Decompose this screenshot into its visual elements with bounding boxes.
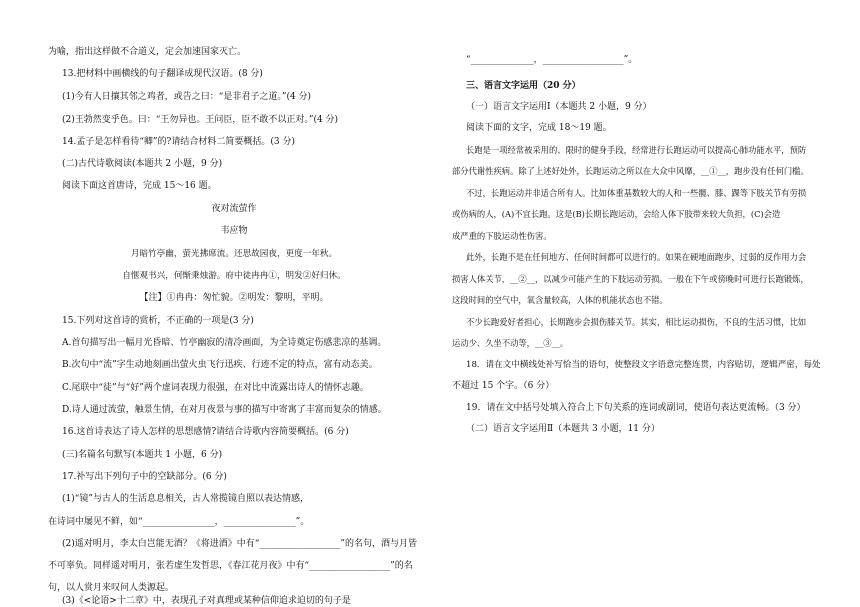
passage-line: 这段时间的空气中，氧含量较高，人体的机能状态也不错。 <box>452 295 668 305</box>
poem-title: 夜对流萤作 <box>211 204 257 214</box>
section-heading: 三、语言文字运用（20 分） <box>466 81 581 91</box>
text-line: 不超过 15 个字。（6 分） <box>452 381 555 391</box>
option-c: C.尾联中“徒”与“好”两个虚词表现力很强，在对比中流露出诗人的情怀志趣。 <box>62 383 369 393</box>
passage-line: 运动少、久坐不动等，__③__。 <box>452 338 569 348</box>
subsection-heading: （二）语言文字运用Ⅱ（本题共 3 小题，11 分） <box>466 424 660 434</box>
poem-author: 韦应物 <box>220 226 248 236</box>
question-19: 19．请在文中括号处填入符合上下句关系的连词或副词，使语句表达更流畅。（3 分） <box>466 403 806 413</box>
passage-line: 不少长跑爱好者担心，长期跑步会损伤膝关节。其实，相比运动损伤，不良的生活习惯，比如 <box>466 317 807 327</box>
passage-line: 部分代谢性疾病。除了上述好处外，长跑运动之所以在大众中风靡，__①__，跑步没有任何门槛。 <box>452 166 809 176</box>
question-15: 15.下列对这首诗的赏析，不正确的一项是(3 分) <box>62 316 254 326</box>
section-heading: (三)名篇名句默写(本题共 1 小题，6 分) <box>62 450 223 460</box>
text-line: (3)《<论语>十二章》中，表现孔子对真理或某种信仰追求迫切的句子是 <box>62 596 351 606</box>
text-line: (2)遥对明月，李太白岂能无酒？《将进酒》中有“__________________”的名句，酒与月皆 <box>62 539 417 549</box>
text-line: (2)王勃然变乎色。曰：“王勿异也。王问臣，臣不敢不以正对。”(4 分) <box>62 115 339 125</box>
question-16: 16.这首诗表达了诗人怎样的思想感情?请结合诗歌内容简要概括。(6 分) <box>62 427 349 437</box>
text-line: 阅读下面的文字，完成 18～19 题。 <box>466 123 612 133</box>
option-d: D.诗人通过流萤，触景生情，在对月夜景与事的描写中寄寓了丰富而复杂的情感。 <box>62 405 387 415</box>
text-line: 句，以人赏月来叹问人类源起。 <box>48 583 175 593</box>
poem-note: 【注】①冉冉：匆忙貌。②明发：黎明，平明。 <box>139 293 329 303</box>
text-line: 为喻，指出这样做不合道义，定会加速国家灭亡。 <box>48 47 247 57</box>
text-line: (1)今有人日攘其邻之鸡者，或告之曰：“是非君子之道。”(4 分) <box>62 92 312 102</box>
option-a: A.首句描写出一幅月光昏暗、竹亭幽寂的清冷画面，为全诗奠定伤感悲凉的基调。 <box>62 338 387 348</box>
question-14: 14.孟子是怎样看待“卿”的?请结合材料二简要概括。(3 分) <box>62 137 295 147</box>
passage-line: 成严重的下肢运动性伤害。 <box>452 231 552 241</box>
question-13: 13.把材料中画横线的句子翻译成现代汉语。(8 分) <box>62 69 263 79</box>
passage-line: 损害人体关节，__②__，以减少可能产生的下肢运动劳损。一般在下午或傍晚时可进行长跑锻炼， <box>452 274 809 284</box>
text-line: 不可辜负。同样遥对明月，张若虚生发哲思，《春江花月夜》中有“__________________”的名 <box>48 561 413 571</box>
passage-line: 此外，长跑不是在任何地方、任何时间都可以进行的。如果在硬地面跑步，过弱的反作用力会 <box>466 252 807 262</box>
option-b: B.次句中“流”字生动地刻画出萤火虫飞行迅疾、行迹不定的特点，富有动态美。 <box>62 360 378 370</box>
poem-line: 自惬观书兴，何惭秉烛游。府中徒冉冉①，明发②好归休。 <box>122 271 346 281</box>
question-18: 18．请在文中横线处补写恰当的语句，使整段文字语意完整连贯，内容贴切，逻辑严密，每处 <box>466 360 821 370</box>
poem-line: 月暗竹亭幽，萤光拂席流。还思故园夜，更度一年秋。 <box>130 249 338 259</box>
text-line: (1)“镜”与古人的生活息息相关，古人常揽镜自照以表达情感， <box>62 494 309 504</box>
passage-line: 长跑是一项经常被采用的、限时的健身手段，经常进行长跑运动可以提高心肺功能水平，预防 <box>466 145 807 155</box>
text-line: “______________，__________________”。 <box>466 55 638 65</box>
text-line: 阅读下面这首唐诗，完成 15～16 题。 <box>62 181 217 191</box>
question-17: 17.补写出下列句子中的空缺部分。(6 分) <box>62 472 227 482</box>
passage-line: 或伤病的人，(A)不宜长跑。这是(B)长期长跑运动，会给人体下肢带来较大负担，(C)会造 <box>452 209 781 219</box>
passage-line: 不过，长跑运动并非适合所有人。比如体重基数较大的人和一些髋、膝、踝等下肢关节有劳损 <box>466 188 807 198</box>
section-heading: (二)古代诗歌阅读(本题共 2 小题，9 分) <box>62 159 223 169</box>
subsection-heading: （一）语言文字运用Ⅰ（本题共 2 小题，9 分） <box>466 102 652 112</box>
text-line: 在诗词中屡见不鲜，如“________________，________________”。 <box>48 517 310 527</box>
